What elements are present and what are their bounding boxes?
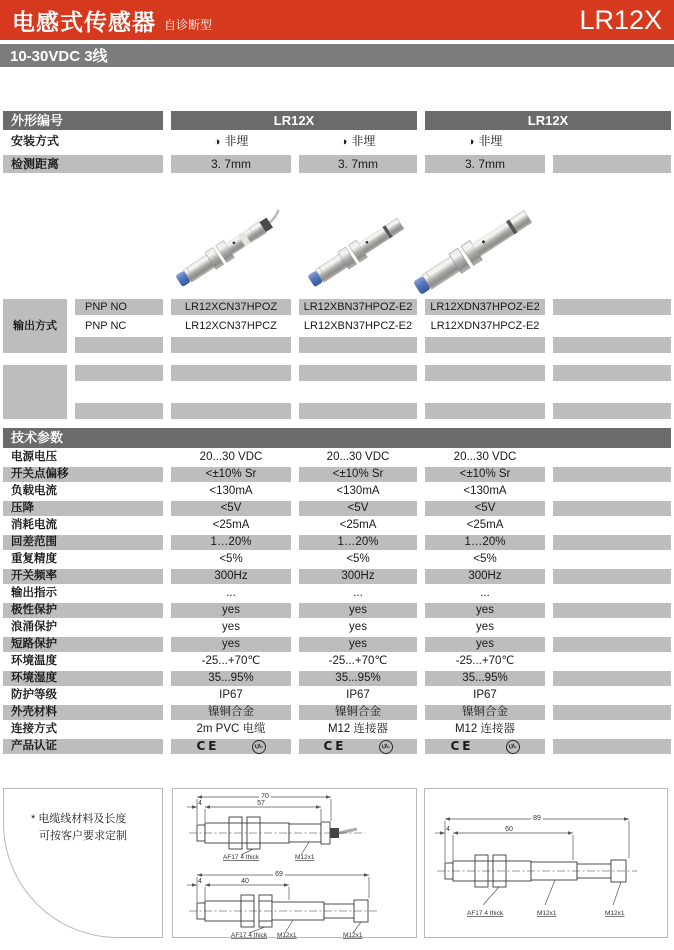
tech-row-empty-cell — [553, 484, 671, 499]
model-number: LR12XDN37HPOZ-E2 — [425, 299, 545, 315]
tech-row-label: 环境温度 — [11, 655, 57, 667]
tech-row-value: 20...30 VDC — [199, 451, 263, 463]
cable-note-line2: 可按客户要求定制 — [39, 830, 127, 843]
tech-section-title: 技术参数 — [11, 430, 64, 445]
tech-row-empty-cell — [553, 467, 671, 482]
empty-cell — [171, 337, 291, 353]
dim-overall: 69 — [275, 871, 283, 878]
dim-tip: 4 — [446, 826, 450, 833]
tech-row-empty-cell — [553, 620, 671, 635]
tech-row-empty-cell — [553, 586, 671, 601]
tech-row-value: yes — [171, 637, 291, 652]
distance-value: 3. 7mm — [299, 155, 417, 173]
tech-row-value: 1…20% — [171, 535, 291, 550]
dim-overall: 70 — [261, 793, 269, 800]
dim-mid: 57 — [257, 800, 265, 807]
dim-tip: 4 — [198, 800, 202, 807]
tech-row-value: ... — [480, 587, 490, 599]
tech-row-value: 镍铜合金 — [171, 705, 291, 720]
ce-mark-icon: CE — [196, 739, 220, 753]
tech-row — [3, 722, 671, 737]
empty-cell — [299, 365, 417, 381]
tech-row-empty-cell — [553, 654, 671, 669]
tech-row-value: ... — [226, 587, 236, 599]
label-thread: M12x1 — [277, 932, 297, 939]
tech-row — [3, 654, 671, 669]
label-connector: M12x1 — [343, 932, 363, 939]
label-thread: M12x1 — [295, 854, 315, 861]
pnp-no-label: PNP NO — [75, 299, 163, 315]
label-nut: AF17 4 thick — [231, 932, 268, 939]
tech-row-empty-cell — [553, 722, 671, 737]
mounting-row — [3, 133, 671, 150]
empty-cell — [553, 299, 671, 315]
tech-row-value: <±10% Sr — [171, 467, 291, 482]
tech-row-value: 35...95% — [171, 671, 291, 686]
empty-cell — [425, 403, 545, 419]
tech-row-value: M12 连接器 — [454, 723, 516, 735]
tech-row — [3, 620, 671, 635]
tech-row-empty-cell — [553, 688, 671, 703]
empty-cell — [299, 403, 417, 419]
tech-row-value: <130mA — [209, 485, 253, 497]
tech-row-value: 镍铜合金 — [299, 705, 417, 720]
tech-row-value: 1…20% — [299, 535, 417, 550]
tech-row-value: 35...95% — [425, 671, 545, 686]
tech-row — [3, 705, 671, 720]
tech-row-label: 压降 — [3, 501, 163, 516]
tech-row-empty-cell — [553, 501, 671, 516]
flush-mount-icon: ◑ — [340, 136, 348, 148]
dim-mid: 60 — [505, 826, 513, 833]
ul-mark-icon: UL — [504, 739, 521, 754]
tech-row-empty-cell — [553, 739, 671, 754]
tech-row-value: -25...+70℃ — [455, 655, 515, 667]
tech-row-value: <5% — [219, 553, 243, 565]
tech-row-empty-cell — [553, 535, 671, 550]
mounting-text: 非埋 — [478, 134, 503, 148]
tech-row — [3, 688, 671, 703]
page-title: 电感式传感器 — [12, 8, 156, 35]
model-number: LR12XCN37HPCZ — [185, 320, 277, 332]
tech-row-label: 开关频率 — [3, 569, 163, 584]
tech-row — [3, 552, 671, 567]
mounting-label: 安装方式 — [11, 134, 60, 148]
empty-cell — [553, 337, 671, 353]
tech-row-value: IP67 — [473, 689, 497, 701]
tech-row-value: ... — [353, 587, 363, 599]
tech-row — [3, 603, 671, 618]
tech-row-label: 重复精度 — [11, 553, 57, 565]
label-nut: AF17 4 thick — [223, 854, 260, 861]
tech-row — [3, 569, 671, 584]
tech-row — [3, 450, 671, 465]
empty-cell — [75, 365, 163, 381]
page-header — [0, 0, 674, 40]
distance-value: 3. 7mm — [171, 155, 291, 173]
distance-value: 3. 7mm — [425, 155, 545, 173]
tech-row-value: yes — [425, 637, 545, 652]
model-number: LR12XCN37HPOZ — [171, 299, 291, 315]
mounting-text: 非埋 — [224, 134, 249, 148]
group-header-2: LR12X — [425, 111, 671, 130]
empty-cell — [553, 403, 671, 419]
ul-mark-icon: UL — [250, 739, 267, 754]
tech-row — [3, 637, 671, 652]
drawing-box-right — [424, 788, 668, 938]
voltage-bar — [0, 44, 674, 67]
tech-row-value: <25mA — [212, 519, 250, 531]
tech-row-empty-cell — [553, 450, 671, 465]
voltage-text: 10-30VDC 3线 — [10, 48, 108, 65]
tech-row-value: -25...+70℃ — [201, 655, 261, 667]
ul-mark-icon: UL — [377, 739, 394, 754]
output-mode-label: 输出方式 — [3, 299, 67, 353]
output-section — [3, 299, 671, 419]
ce-mark-icon: CE — [323, 739, 347, 753]
drawing-box-middle — [172, 788, 417, 938]
model-name: LR12X — [579, 4, 662, 35]
empty-cell — [553, 133, 671, 150]
tech-row-value: <25mA — [339, 519, 377, 531]
dim-overall: 89 — [533, 815, 541, 822]
tech-row-label: 防护等级 — [11, 689, 57, 701]
tech-row-label: 消耗电流 — [11, 519, 57, 531]
tech-row-value: <5% — [346, 553, 370, 565]
empty-cell — [75, 403, 163, 419]
tech-section-header — [3, 428, 671, 448]
tech-row-value: <25mA — [466, 519, 504, 531]
tech-row-value: 20...30 VDC — [453, 451, 517, 463]
tech-row-value: <5% — [473, 553, 497, 565]
mounting-value — [425, 133, 545, 150]
mounting-text: 非埋 — [351, 134, 376, 148]
tech-row-label: 短路保护 — [3, 637, 163, 652]
tech-row-value: 300Hz — [171, 569, 291, 584]
tech-row-value: 20...30 VDC — [326, 451, 390, 463]
dimension-drawing-m12-long — [425, 789, 667, 937]
tech-row-value: yes — [476, 621, 494, 633]
tech-row-label: 连接方式 — [11, 723, 57, 735]
tech-row-empty-cell — [553, 671, 671, 686]
tech-rows — [3, 450, 671, 756]
tech-row — [3, 535, 671, 550]
tech-row — [3, 501, 671, 516]
tech-row-label: 负载电流 — [11, 485, 57, 497]
empty-cell — [171, 365, 291, 381]
tech-row-value: IP67 — [346, 689, 370, 701]
sensor-photo-m12-long — [408, 191, 554, 299]
tech-row-value: <130mA — [336, 485, 380, 497]
tech-row-label: 电源电压 — [11, 451, 57, 463]
cable-note — [31, 811, 127, 845]
tech-row-empty-cell — [553, 569, 671, 584]
label-thread: M12x1 — [537, 910, 557, 917]
tech-row-value: yes — [171, 603, 291, 618]
group-header-1: LR12X — [171, 111, 417, 130]
tech-row — [3, 739, 671, 754]
ce-mark-icon: CE — [450, 739, 474, 753]
cable-note-line1: * 电缆线材料及长度 — [31, 813, 127, 825]
tech-row — [3, 467, 671, 482]
tech-row-value: 镍铜合金 — [425, 705, 545, 720]
tech-row-value: yes — [222, 621, 240, 633]
empty-cell — [171, 403, 291, 419]
dim-tip: 4 — [198, 878, 202, 885]
tech-row-value: 300Hz — [425, 569, 545, 584]
certification-cell — [299, 739, 417, 754]
tech-row-value: -25...+70℃ — [328, 655, 388, 667]
model-number: LR12XBN37HPCZ-E2 — [303, 320, 413, 332]
tech-row — [3, 671, 671, 686]
label-connector: M12x1 — [605, 910, 625, 917]
tech-row-value: 2m PVC 电缆 — [196, 723, 266, 735]
label-nut: AF17 4 thick — [467, 910, 504, 917]
corner-header: 外形编号 — [3, 111, 163, 130]
tech-row-label: 环境湿度 — [3, 671, 163, 686]
tech-row — [3, 518, 671, 533]
flush-mount-icon: ◑ — [467, 136, 475, 148]
empty-cell — [425, 365, 545, 381]
empty-cell — [553, 155, 671, 173]
mounting-value — [171, 133, 291, 150]
empty-cell — [299, 337, 417, 353]
tech-row-label: 产品认证 — [3, 739, 163, 754]
tech-row-value: <5V — [299, 501, 417, 516]
tech-row-empty-cell — [553, 603, 671, 618]
tech-row-label: 回差范围 — [3, 535, 163, 550]
tech-row-value: yes — [299, 603, 417, 618]
tech-row-value: yes — [299, 637, 417, 652]
model-number: LR12XDN37HPCZ-E2 — [430, 320, 540, 332]
tech-row-label: 开关点偏移 — [3, 467, 163, 482]
tech-row-label: 浪涌保护 — [11, 621, 57, 633]
note-box — [3, 788, 163, 938]
sensor-photo-cable — [168, 197, 294, 295]
tech-row-empty-cell — [553, 705, 671, 720]
distance-label: 检测距离 — [3, 155, 163, 173]
tech-row-value: <±10% Sr — [425, 467, 545, 482]
spec-header-row — [3, 111, 671, 130]
tech-row-value: <130mA — [463, 485, 507, 497]
pnp-nc-label: PNP NC — [85, 320, 127, 332]
tech-row-value: 300Hz — [299, 569, 417, 584]
page-subtitle: 自诊断型 — [164, 17, 213, 32]
tech-row — [3, 586, 671, 601]
empty-cell — [553, 365, 671, 381]
model-number: LR12XBN37HPOZ-E2 — [299, 299, 417, 315]
tech-row-value: yes — [349, 621, 367, 633]
certification-cell — [171, 739, 291, 754]
mounting-value — [299, 133, 417, 150]
tech-row-value: IP67 — [219, 689, 243, 701]
tech-row-value: <±10% Sr — [299, 467, 417, 482]
tech-row-value: <5V — [425, 501, 545, 516]
tech-row — [3, 484, 671, 499]
tech-row-label: 外壳材料 — [3, 705, 163, 720]
empty-cell — [425, 337, 545, 353]
dim-mid: 40 — [241, 878, 249, 885]
tech-row-empty-cell — [553, 518, 671, 533]
dimension-drawing-cable — [173, 789, 416, 862]
certification-cell — [425, 739, 545, 754]
tech-row-value: M12 连接器 — [327, 723, 389, 735]
distance-row — [3, 155, 671, 173]
tech-row-label: 输出指示 — [11, 587, 57, 599]
tech-row-empty-cell — [553, 552, 671, 567]
tech-row-value: yes — [425, 603, 545, 618]
empty-group-label — [3, 365, 67, 419]
dimension-drawing-m12-short — [173, 867, 416, 940]
flush-mount-icon: ◑ — [213, 136, 221, 148]
tech-row-value: 35...95% — [299, 671, 417, 686]
tech-row-empty-cell — [553, 637, 671, 652]
tech-row-value: <5V — [171, 501, 291, 516]
tech-row-value: 1…20% — [425, 535, 545, 550]
empty-cell — [75, 337, 163, 353]
tech-row-label: 极性保护 — [3, 603, 163, 618]
